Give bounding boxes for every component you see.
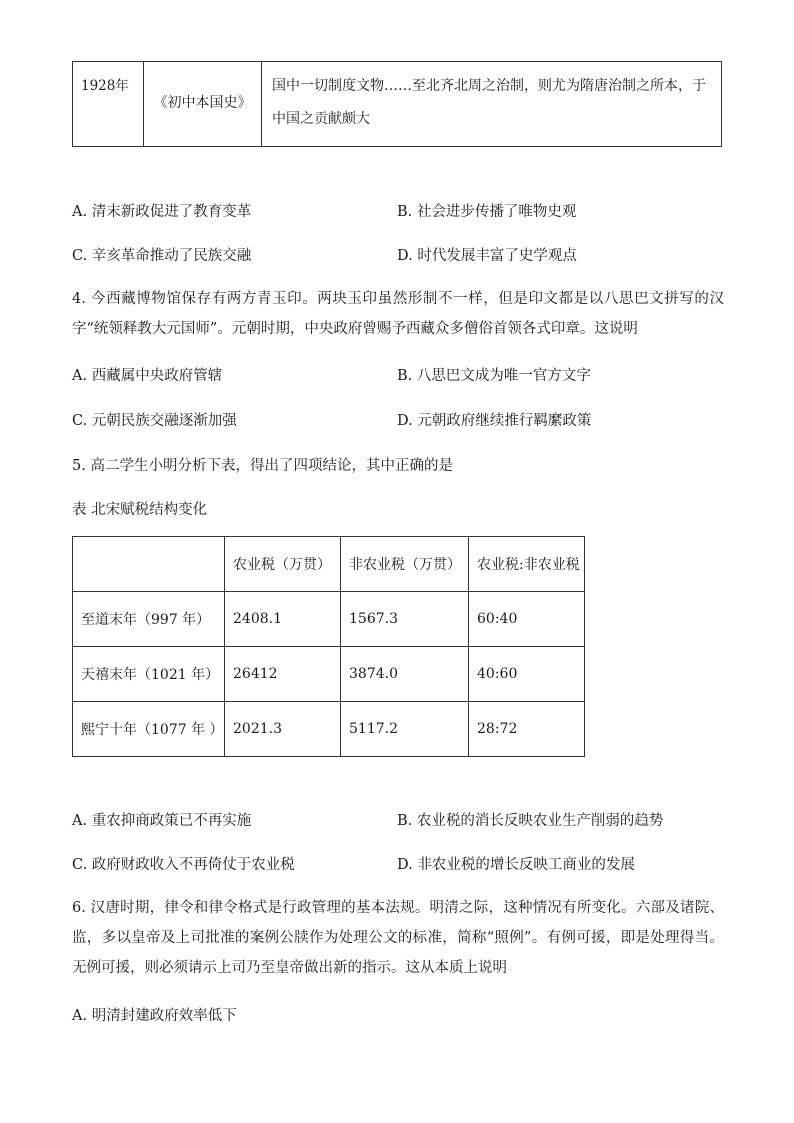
q5-option-d[interactable]: D. 非农业税的增长反映工商业的发展	[397, 857, 635, 873]
q5-option-b[interactable]: B. 农业税的消长反映农业生产削弱的趋势	[397, 813, 664, 829]
q4-option-a[interactable]: A. 西藏属中央政府管辖	[72, 368, 223, 384]
source-table	[72, 61, 722, 147]
q5-option-a[interactable]: A. 重农抑商政策已不再实施	[72, 813, 252, 829]
table-header-cell: 农业税:非农业税	[469, 537, 585, 592]
q4-option-d[interactable]: D. 元朝政府继续推行羁縻政策	[397, 413, 592, 429]
q3-option-c[interactable]: C. 辛亥革命推动了民族交融	[72, 248, 252, 264]
table-row	[73, 592, 585, 647]
table-row	[73, 647, 585, 702]
q6-stem: 6. 汉唐时期，律令和律令格式是行政管理的基本法规。明清之际，这种情况有所变化。六部及诸院、监，多以皇帝及上司批准的案例公牍作为处理公文的标准，简称“照例”。有例可援，即是处理得当。无例可援，则必须请示上司乃至皇帝做出新的指示。这从本质上说明	[72, 900, 724, 976]
table-header-cell	[73, 537, 225, 592]
table-cell: 60:40	[469, 592, 585, 647]
table-header-row	[73, 537, 585, 592]
q5-table-title: 表 北宋赋税结构变化	[72, 502, 208, 518]
table-cell: 2408.1	[225, 592, 341, 647]
table-cell: 26412	[225, 647, 341, 702]
table-cell: 2021.3	[225, 702, 341, 757]
q3-option-d[interactable]: D. 时代发展丰富了史学观点	[397, 248, 577, 264]
quote-cell: 国中一切制度文物……至北齐北周之治制，则尤为隋唐治制之所本，于中国之贡献颇大	[262, 62, 722, 147]
table-cell: 5117.2	[341, 702, 469, 757]
table-header-cell: 非农业税（万贯）	[341, 537, 469, 592]
table-cell: 熙宁十年（1077 年 ）	[73, 702, 225, 757]
q5-stem: 5. 高二学生小明分析下表，得出了四项结论，其中正确的是	[72, 458, 453, 474]
q3-option-b[interactable]: B. 社会进步传播了唯物史观	[397, 204, 577, 220]
source-cell: 《初中本国史》	[144, 62, 262, 147]
q5-option-c[interactable]: C. 政府财政收入不再倚仗于农业税	[72, 857, 295, 873]
table-row	[73, 702, 585, 757]
q4-stem: 4. 今西藏博物馆保存有两方青玉印。两块玉印虽然形制不一样，但是印文都是以八思巴文拼写的汉字“统领释教大元国师”。元朝时期，中央政府曾赐予西藏众多僧俗首领各式印章。这说明	[72, 291, 724, 337]
tax-table	[72, 536, 585, 757]
table-row	[73, 62, 722, 147]
table-header-cell: 农业税（万贯）	[225, 537, 341, 592]
table-cell: 28:72	[469, 702, 585, 757]
q6-option-a[interactable]: A. 明清封建政府效率低下	[72, 1008, 237, 1024]
q3-option-a[interactable]: A. 清末新政促进了教育变革	[72, 204, 252, 220]
table-cell: 至道末年（997 年）	[73, 592, 225, 647]
q4-option-c[interactable]: C. 元朝民族交融逐渐加强	[72, 413, 237, 429]
table-cell: 天禧末年（1021 年）	[73, 647, 225, 702]
year-cell: 1928年	[73, 62, 144, 147]
table-cell: 3874.0	[341, 647, 469, 702]
table-cell: 1567.3	[341, 592, 469, 647]
table-cell: 40:60	[469, 647, 585, 702]
q4-option-b[interactable]: B. 八思巴文成为唯一官方文字	[397, 368, 591, 384]
